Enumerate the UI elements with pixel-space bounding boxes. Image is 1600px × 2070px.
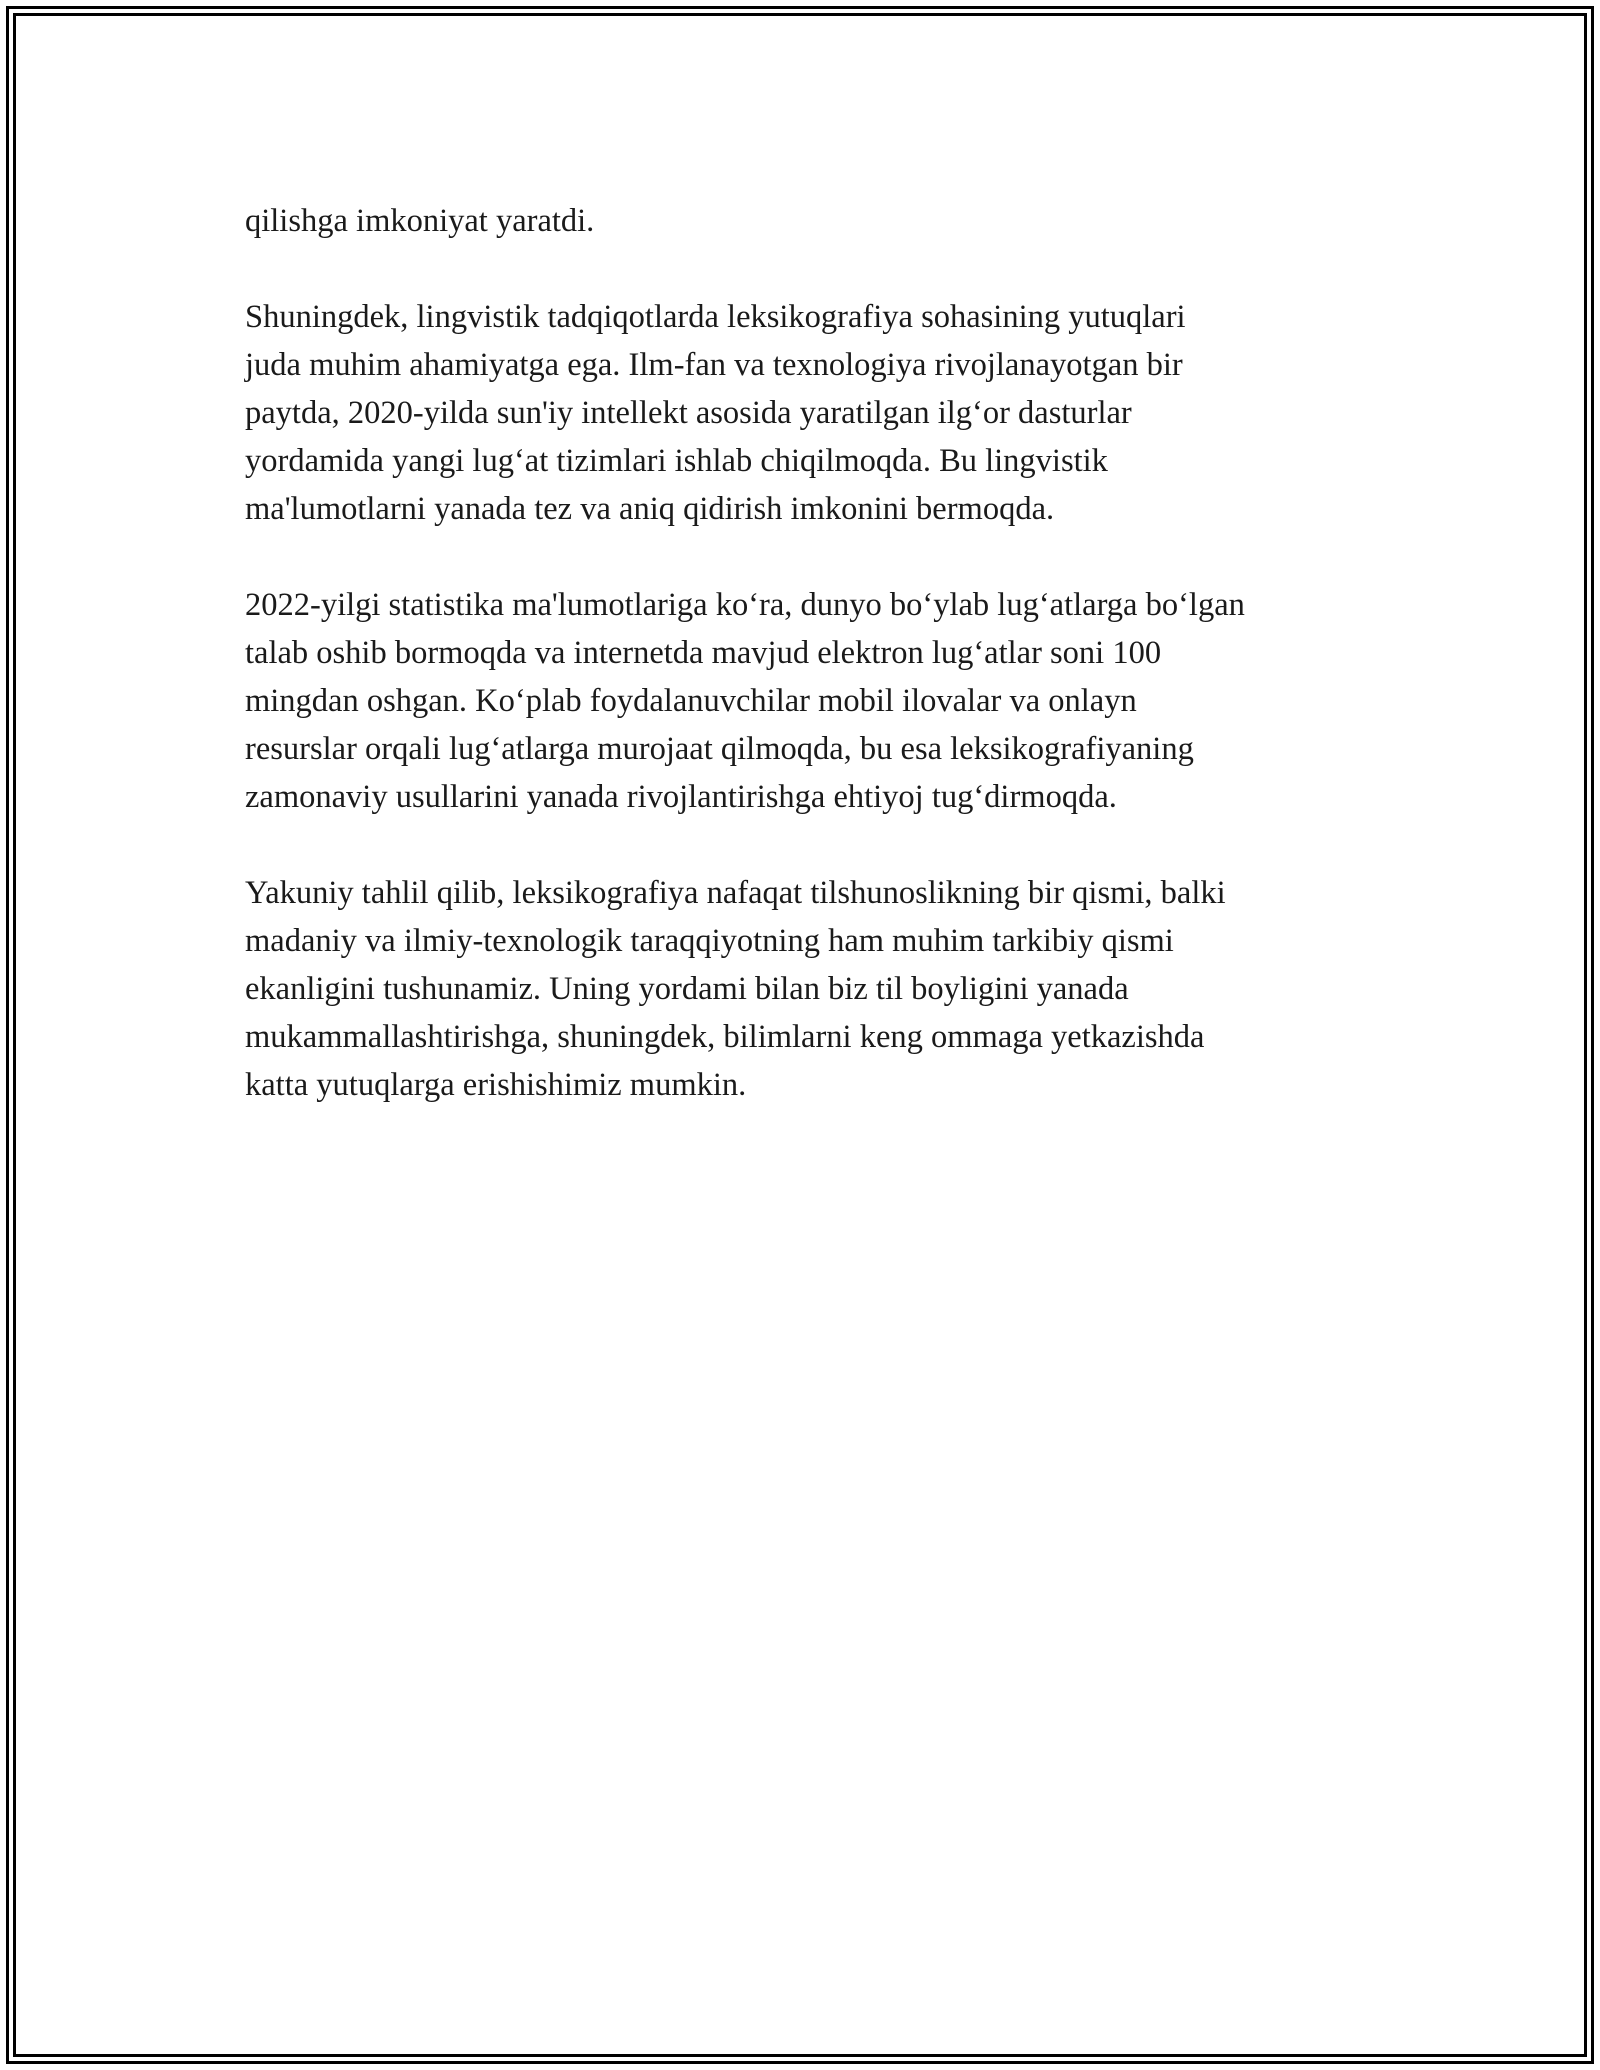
text-line: yordamida yangi lug‘at tizimlari ishlab chiqilmoqda. Bu lingvistik — [245, 443, 1108, 479]
text-line: juda muhim ahamiyatga ega. Ilm-fan va texnologiya rivojlanayotgan bir — [245, 347, 1183, 383]
page-frame — [6, 6, 1594, 2064]
document-body — [245, 197, 1435, 1157]
paragraph-3 — [245, 581, 1435, 821]
text-line: paytda, 2020-yilda sun'iy intellekt asosida yaratilgan ilg‘or dasturlar — [245, 395, 1132, 431]
text-line: ma'lumotlarni yanada tez va aniq qidirish imkonini bermoqda. — [245, 491, 1055, 527]
text-line: Yakuniy tahlil qilib, leksikografiya nafaqat tilshunoslikning bir qismi, balki — [245, 875, 1226, 911]
text-line: mingdan oshgan. Ko‘plab foydalanuvchilar mobil ilovalar va onlayn — [245, 683, 1137, 719]
text-line: talab oshib bormoqda va internetda mavjud elektron lug‘atlar soni 100 — [245, 635, 1162, 671]
text-line: qilishga imkoniyat yaratdi. — [245, 203, 595, 239]
text-line: ekanligini tushunamiz. Uning yordami bilan biz til boyligini yanada — [245, 971, 1129, 1007]
text-line: resurslar orqali lug‘atlarga murojaat qilmoqda, bu esa leksikografiyaning — [245, 731, 1194, 767]
paragraph-1 — [245, 197, 1435, 245]
text-line: zamonaviy usullarini yanada rivojlantirishga ehtiyoj tug‘dirmoqda. — [245, 779, 1117, 815]
text-line: mukammallashtirishga, shuningdek, bilimlarni keng ommaga yetkazishda — [245, 1019, 1205, 1055]
paragraph-4 — [245, 869, 1435, 1109]
text-line: 2022-yilgi statistika ma'lumotlariga ko‘ra, dunyo bo‘ylab lug‘atlarga bo‘lgan — [245, 587, 1245, 623]
text-line: Shuningdek, lingvistik tadqiqotlarda leksikografiya sohasining yutuqlari — [245, 299, 1186, 335]
paragraph-2 — [245, 293, 1435, 533]
text-line: madaniy va ilmiy-texnologik taraqqiyotning ham muhim tarkibiy qismi — [245, 923, 1174, 959]
text-line: katta yutuqlarga erishishimiz mumkin. — [245, 1067, 747, 1103]
